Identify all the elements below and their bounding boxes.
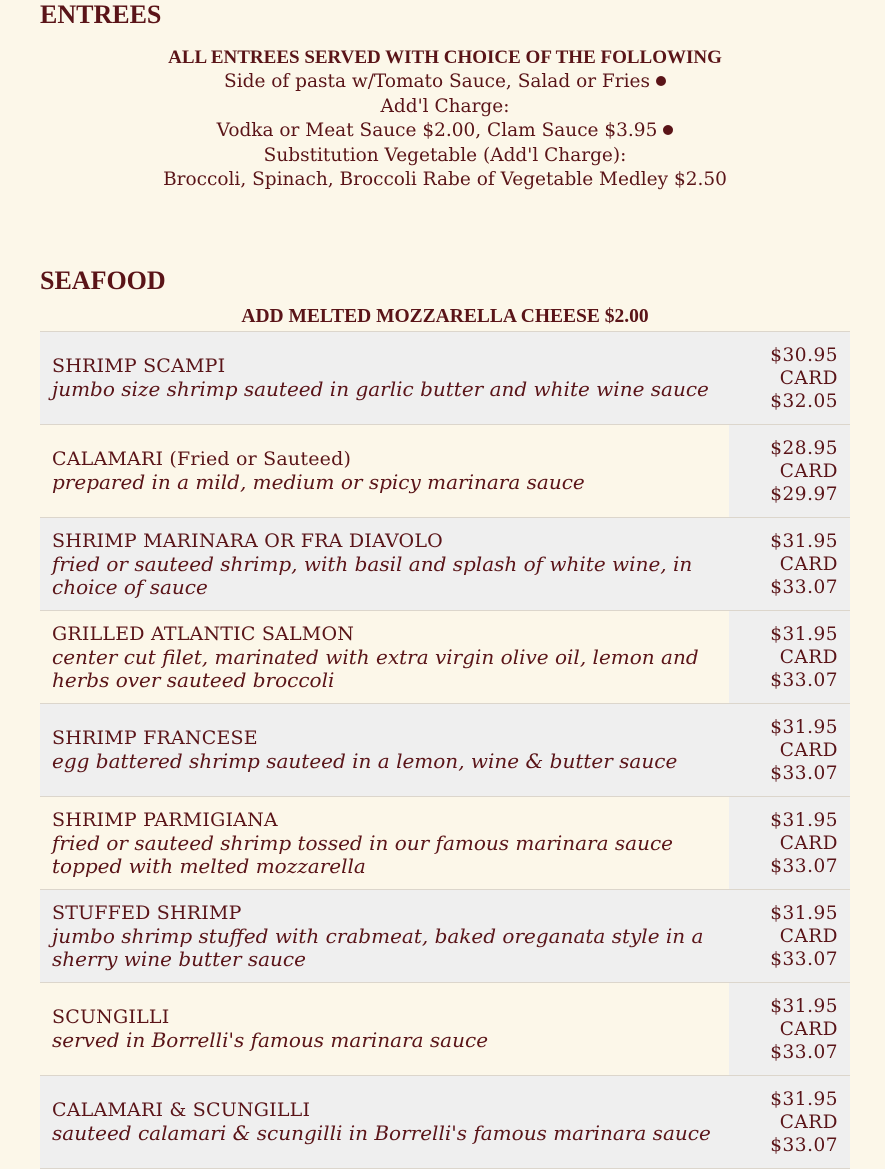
menu-item-card-price: $33.07: [770, 1134, 838, 1156]
menu-item-price: $28.95: [770, 437, 838, 459]
seafood-note: ADD MELTED MOZZARELLA CHEESE $2.00: [241, 306, 649, 327]
menu-item-name: CALAMARI & SCUNGILLI: [52, 1099, 311, 1121]
menu-item-card-price: $33.07: [770, 576, 838, 598]
menu-item-price-cell: [729, 797, 850, 889]
menu-item-price: $31.95: [770, 902, 838, 924]
menu-item-name: SHRIMP MARINARA OR FRA DIAVOLO: [52, 529, 443, 552]
seafood-title: SEAFOOD: [40, 266, 166, 295]
menu-item-name: SHRIMP PARMIGIANA: [52, 808, 278, 831]
menu-row: [40, 704, 850, 797]
menu-item-price: $31.95: [770, 530, 838, 552]
menu-item-desc: jumbo size shrimp sauteed in garlic butter and white wine sauce: [52, 377, 709, 401]
menu-item-description-cell: [40, 704, 729, 796]
menu-row: [40, 1076, 850, 1169]
menu-item-card-price: $33.07: [770, 948, 838, 970]
menu-item-desc: egg battered shrimp sauteed in a lemon, wine & butter sauce: [52, 749, 678, 773]
menu-item-card-label: CARD: [779, 1018, 838, 1040]
menu-item-desc: fried or sauteed shrimp tossed in our famous marinara sauce topped with melted mozzarella: [52, 830, 673, 878]
menu-item-card-label: CARD: [779, 553, 838, 575]
menu-item-description-cell: [40, 1076, 729, 1168]
entrees-notes-line5: Broccoli, Spinach, Broccoli Rabe of Vegetable Medley $2.50: [163, 169, 727, 191]
menu-item-description-cell: [40, 518, 729, 610]
menu-item-card-price: $33.07: [770, 1041, 838, 1063]
entrees-notes-header: ALL ENTREES SERVED WITH CHOICE OF THE FOLLOWING: [168, 47, 722, 68]
menu-item-description-cell: [40, 983, 729, 1075]
menu-row: [40, 425, 850, 518]
menu-item-desc: sauteed calamari & scungilli in Borrelli's famous marinara sauce: [52, 1121, 711, 1145]
entrees-notes-line3: [40, 119, 850, 143]
entrees-notes-line4: Substitution Vegetable (Add'l Charge):: [263, 144, 627, 166]
entrees-notes: [40, 46, 850, 192]
menu-row: [40, 983, 850, 1076]
menu-item-desc: fried or sauteed shrimp, with basil and splash of white wine, in choice of sauce: [52, 551, 693, 599]
menu-item-price-cell: [729, 332, 850, 424]
menu-item-desc: served in Borrelli's famous marinara sauce: [52, 1028, 489, 1052]
menu-item-name: SHRIMP SCAMPI: [52, 355, 226, 377]
menu-item-description-cell: [40, 425, 729, 517]
menu-item-card-label: CARD: [779, 646, 838, 668]
entrees-notes-line1-text: Side of pasta w/Tomato Sauce, Salad or Fries: [224, 71, 650, 93]
menu-item-name: SCUNGILLI: [52, 1006, 170, 1028]
menu-item-card-label: CARD: [779, 367, 838, 389]
menu-item-price: $31.95: [770, 716, 838, 738]
menu-item-price: $30.95: [770, 344, 838, 366]
menu-item-desc: prepared in a mild, medium or spicy marinara sauce: [52, 470, 585, 494]
menu-item-price: $31.95: [770, 995, 838, 1017]
menu-item-price-cell: [729, 983, 850, 1075]
menu-item-description-cell: [40, 611, 729, 703]
menu-item-price-cell: [729, 890, 850, 982]
menu-item-name: CALAMARI (Fried or Sauteed): [52, 448, 352, 470]
menu-item-price-cell: [729, 704, 850, 796]
menu-item-description-cell: [40, 890, 729, 982]
menu-item-name: SHRIMP FRANCESE: [52, 727, 258, 749]
menu-item-price-cell: [729, 425, 850, 517]
menu-item-name: GRILLED ATLANTIC SALMON: [52, 622, 355, 645]
entrees-notes-line2: Add'l Charge:: [380, 95, 510, 117]
menu-item-card-price: $33.07: [770, 762, 838, 784]
menu-item-price-cell: [729, 611, 850, 703]
entrees-notes-line3-text: Vodka or Meat Sauce $2.00, Clam Sauce $3.95: [216, 120, 658, 142]
menu-item-description-cell: [40, 797, 729, 889]
menu-item-price: $31.95: [770, 623, 838, 645]
seafood-menu-table: [40, 331, 850, 1169]
menu-item-price-cell: [729, 1076, 850, 1168]
menu-item-price: $31.95: [770, 809, 838, 831]
entrees-title: ENTREES: [40, 0, 162, 29]
menu-item-card-price: $33.07: [770, 669, 838, 691]
bullet-icon: [656, 76, 666, 86]
menu-item-desc: center cut filet, marinated with extra virgin olive oil, lemon and herbs over sauteed broccoli: [52, 644, 699, 692]
menu-item-card-label: CARD: [779, 739, 838, 761]
menu-row: [40, 797, 850, 890]
menu-item-name: STUFFED SHRIMP: [52, 901, 242, 924]
menu-row: [40, 611, 850, 704]
menu-item-card-price: $29.97: [770, 483, 838, 505]
bullet-icon: [663, 125, 673, 135]
menu-item-desc: jumbo shrimp stuffed with crabmeat, baked oreganata style in a sherry wine butter sauce: [52, 923, 704, 971]
menu-item-card-label: CARD: [779, 832, 838, 854]
menu-row: [40, 332, 850, 425]
entrees-notes-line1: [40, 70, 850, 94]
menu-item-card-label: CARD: [779, 925, 838, 947]
menu-row: [40, 890, 850, 983]
menu-item-description-cell: [40, 332, 729, 424]
menu-item-card-label: CARD: [779, 1111, 838, 1133]
menu-item-card-price: $33.07: [770, 855, 838, 877]
menu-item-card-price: $32.05: [770, 390, 838, 412]
menu-item-price-cell: [729, 518, 850, 610]
menu-row: [40, 518, 850, 611]
menu-item-price: $31.95: [770, 1088, 838, 1110]
menu-item-card-label: CARD: [779, 460, 838, 482]
